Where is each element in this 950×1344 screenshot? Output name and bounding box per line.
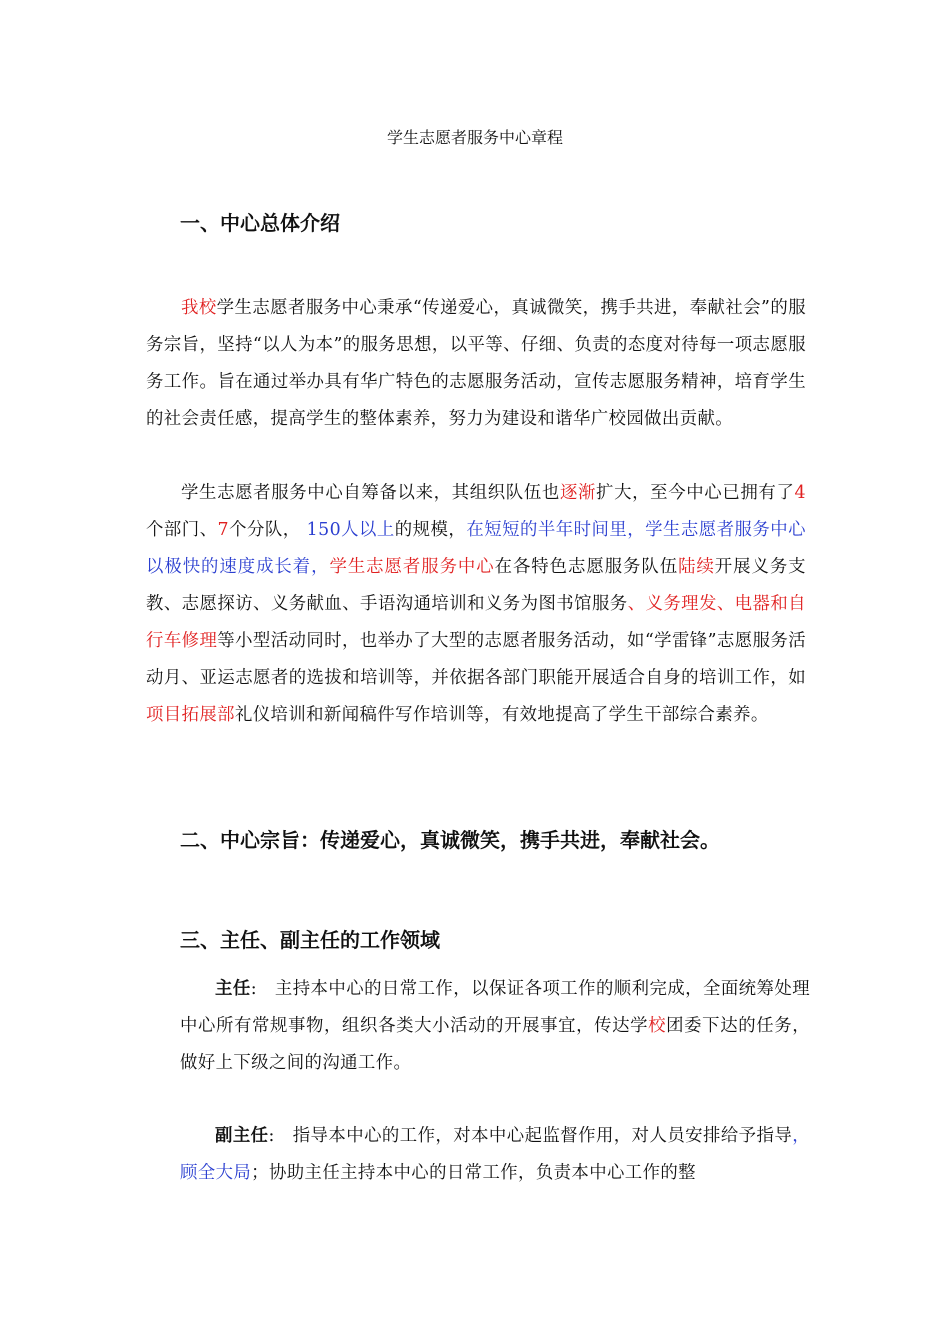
director-paragraph: [180, 971, 810, 1082]
text-run: 指导本中心的工作，对本中心起监督作用，对人员安排给予指导: [274, 1126, 793, 1146]
director-term: 主任: [215, 979, 251, 999]
text-run: :: [250, 979, 257, 999]
text-highlight-red: 项目拓展部: [146, 705, 235, 725]
text-run: 个分队，: [229, 520, 301, 540]
text-run: 个部门、: [146, 520, 218, 540]
text-highlight-red: 学生志愿者服务中心: [329, 557, 495, 577]
text-highlight-blue: 在短短的半年时间里，学生志愿者服务中心以极快的速度成长着，: [146, 520, 806, 577]
text-run: 扩大，至今中心已拥有了: [596, 483, 795, 503]
text-run: 学生志愿者服务中心自筹备以来，其组织队伍也: [181, 483, 560, 503]
text-highlight-red: 我校: [181, 298, 217, 318]
text-run: ；协助主任主持本中心的日常工作，负责本中心工作的整: [251, 1163, 696, 1183]
text-highlight-red: 、义务理发、电器和自行车修理: [146, 594, 806, 651]
text-highlight-blue: ，顾全大局: [180, 1126, 810, 1183]
section3-heading: 三、主任、副主任的工作领域: [180, 928, 440, 952]
section2-heading: 二、中心宗旨：传递爱心，真诚微笑，携手共进，奉献社会。: [180, 828, 720, 852]
text-run: 的规模，: [394, 520, 467, 540]
text-highlight-red: 逐渐: [559, 483, 597, 503]
section1-heading: 一、中心总体介绍: [180, 211, 340, 235]
deputy-director-term: 副主任: [215, 1126, 269, 1146]
document-title: 学生志愿者服务中心章程: [386, 128, 563, 147]
text-run: 礼仪培训和新闻稿件写作培训等，有效地提高了学生干部综合素养。: [234, 705, 769, 725]
text-highlight-red: 4: [794, 483, 806, 503]
text-run: :: [268, 1126, 275, 1146]
section1-paragraph-1: [146, 290, 806, 438]
text-run: 主持本中心的日常工作，以保证各项工作的顺利完成，全面统筹处理中心所有常规事物，组织各类大小活动的开展事宜，传达学: [180, 979, 810, 1036]
text-run: 学生志愿者服务中心秉承“传递爱心，真诚微笑，携手共进，奉献社会”的服务宗旨，坚持“以人为本”的服务思想，以平等、仔细、负责的态度对待每一项志愿服务工作。旨在通过举办具有华广特色的志愿服务活动，宣传志愿服务精神，培育学生的社会责任感，提高学生的整体素养，努力为建设和谐华广校园做出贡献。: [146, 298, 806, 429]
text-run: 等小型活动同时，也举办了大型的志愿者服务活动，如“学雷锋”志愿服务活动月、亚运志愿者的选拔和培训等，并依据各部门职能开展适合自身的培训工作，如: [146, 631, 806, 688]
text-run: 团委下达的任务，做好上下级之间的沟通工作。: [180, 1016, 811, 1073]
text-highlight-red: 校: [648, 1016, 667, 1036]
section1-paragraph-2: [146, 475, 806, 734]
text-run: 在各特色志愿服务队伍: [494, 557, 679, 577]
deputy-director-paragraph: [180, 1118, 810, 1192]
text-highlight-red: 7: [217, 520, 229, 540]
text-run: 开展义务支教、志愿探访、义务献血、手语沟通培训和义务为图书馆服务: [146, 557, 806, 614]
text-highlight-red: 陆续: [678, 557, 715, 577]
text-highlight-blue: 150人以上: [300, 520, 395, 540]
